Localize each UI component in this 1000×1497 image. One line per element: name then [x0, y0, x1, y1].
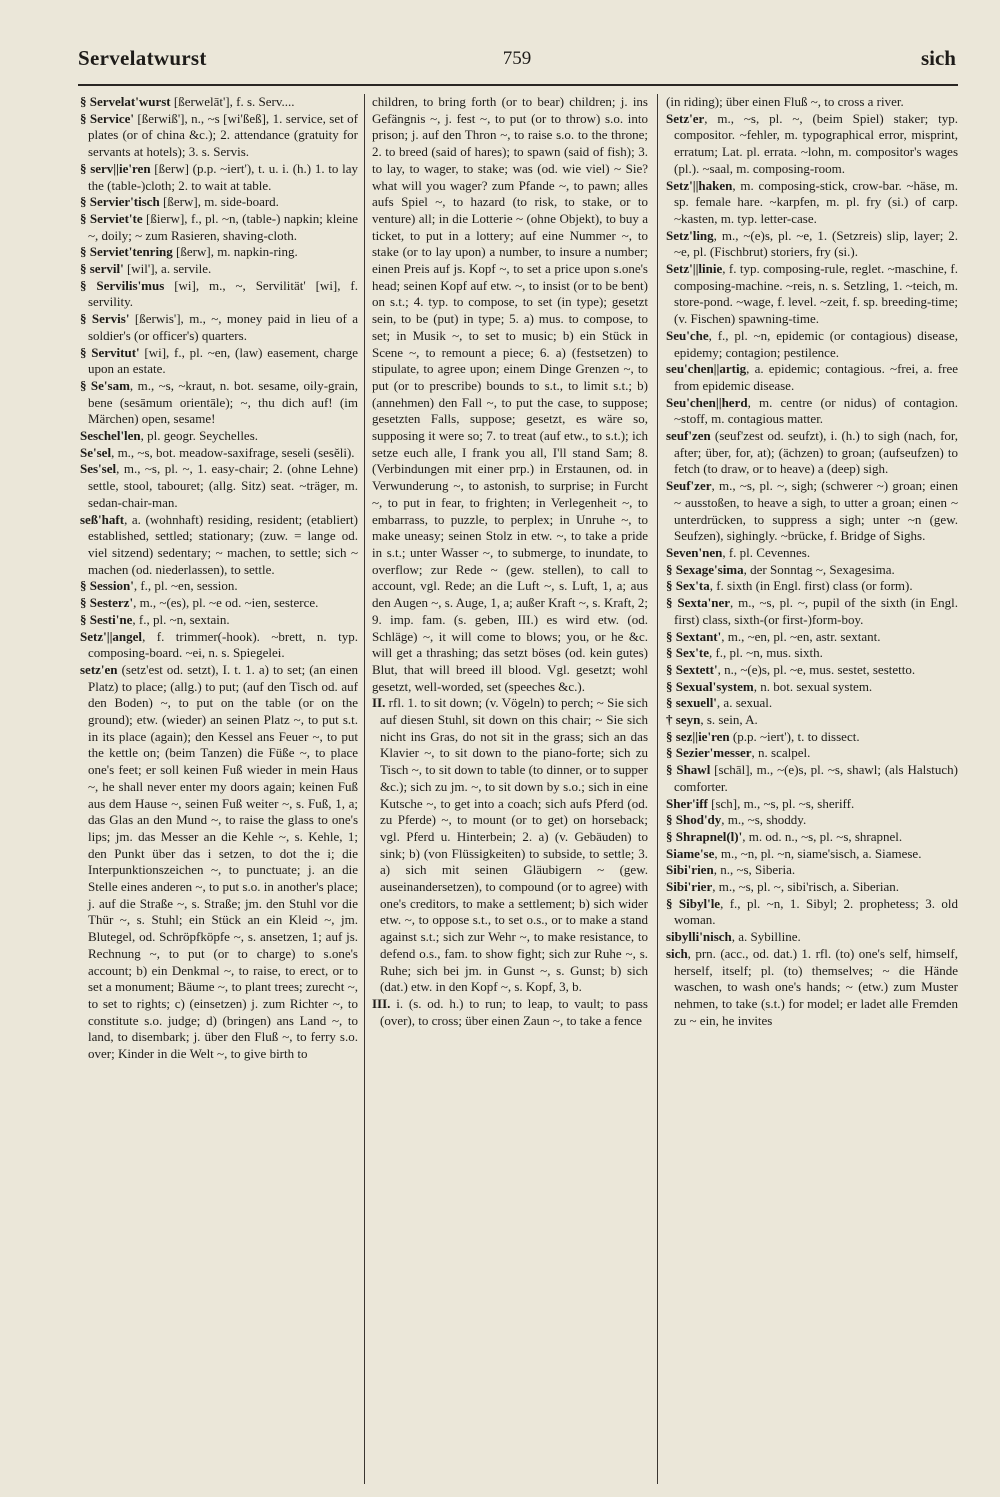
entry-definition: , a. (wohnhaft) residing, resident; (etabliert) established, settled; stationary; (zuw. = lange od. viel sitzend) sedentary; ~ machen, to settle; sich ~ machen (od. niederlassen), to settle. — [88, 511, 358, 577]
entry-definition: [ßerwis'], m., ~, money paid in lieu of a soldier's (or officer's) quarters. — [88, 311, 358, 343]
dictionary-entry — [80, 662, 358, 1063]
entry-definition: , m., ~en, pl. ~en, astr. sextant. — [721, 628, 881, 644]
entry-headword: § Service' — [80, 110, 134, 126]
entry-headword: Seu'chen||herd — [666, 394, 748, 410]
entry-definition: , m. composing-stick, crow-bar. ~häse, m. sp. female hare. ~karpfen, m. pl. fry (si.) of carp. ~kasten, m. typ. letter-case. — [674, 177, 958, 226]
entry-headword: Seven'nen — [666, 544, 723, 560]
dictionary-entry — [666, 178, 958, 228]
entry-headword: § Sesterz' — [80, 595, 134, 611]
dictionary-entry — [666, 896, 958, 929]
entry-headword: § Sex'ta — [666, 578, 710, 594]
entry-definition: , f. typ. composing-rule, reglet. ~maschine, f. composing-machine. ~reis, n. s. Setzling, 1. ~teich, m. store-pond. ~wage, f. level. ~zeit, f. sp. breeding-time; (v. Fischen) spawning-time. — [674, 261, 958, 327]
entry-definition: , n. bot. sexual system. — [753, 678, 873, 694]
entry-definition: (in riding); über einen Fluß ~, to cross a river. — [666, 94, 904, 109]
entry-headword: seuf'zen — [666, 428, 711, 444]
entry-headword: § Servilis'mus — [80, 277, 165, 293]
entry-headword: seu'chen||artig — [666, 361, 747, 377]
entry-definition: [wil'], a. servile. — [123, 261, 212, 277]
entry-headword: Setz'||haken — [666, 177, 733, 193]
entry-headword: § Shawl — [666, 762, 711, 778]
entry-definition: , s. sein, A. — [700, 712, 758, 728]
dictionary-entry — [666, 645, 958, 662]
entry-headword: § Servitut' — [80, 344, 140, 360]
dictionary-entry — [80, 595, 358, 612]
entry-headword: § Serviet'te — [80, 210, 143, 226]
column-divider — [657, 94, 658, 1484]
entry-headword: Se'sel — [80, 444, 112, 460]
dictionary-entry — [80, 161, 358, 194]
entry-headword: Setz'||linie — [666, 261, 723, 277]
dictionary-entry — [80, 311, 358, 344]
entry-headword: § Session' — [80, 578, 134, 594]
entry-definition: (setz'est od. setzt), I. t. 1. a) to set; (an einen Platz) to place; (allg.) to put; (auf den Tisch od. auf den Boden) ~, to put on the table (or on the ground); etw. (wieder) an seinen Platz ~, to put s.t. in its place (again); den Kessel ans Feuer ~, to put the kettle on; (beim Tanzen) die Füße ~, to place one's feet; er soll keinen Fuß wieder in mein Haus ~, he shall never enter my doors again; keinen Fuß aus dem Hause ~, seinen Fuß weiter ~, s. Fuß, 1, a; das Glas an den Mund ~, to raise the glass to one's lips; jm. das Messer an die Kehle ~, s. Kehle, 1; den Punkt über das i setzen, to dot the i; die Interpunktionszeichen ~, to punctuate; j. an die Stelle eines anderen ~, to put s.o. in another's place; j. auf die Straße ~, s. Straße; jm. den Stuhl vor die Thür ~, s. Stuhl; ein Stück an ein Kleid ~, jm. Blutegel, od. Schröpfköpfe ~, s. ansetzen, 1; auf js. Rechnung ~, to put (or to charge) to s.one's account; b) ein Denkmal ~, to raise, to erect, or to set a monument; Bäume ~, to plant trees; zurecht ~, to set to rights; c) (einsetzen) j. zum Richter ~, to constitute s.o. judge; d) (bringen) ans Land ~, to land, to disembark; j. über den Fluß ~, to ferry s.o. over; Kinder in die Welt ~, to give birth to — [88, 661, 358, 1062]
entry-definition: [ßierw], f., pl. ~n, (table-) napkin; kleine ~, doily; ~ zum Rasieren, shaving-cloth. — [88, 210, 358, 243]
entry-definition: [ßerw] (p.p. ~iert'), t. u. i. (h.) 1. to lay the (table-)cloth; 2. to wait at table. — [88, 160, 358, 193]
entry-definition: , n., ~(e)s, pl. ~e, mus. sestet, sestetto. — [717, 661, 916, 677]
entry-definition: , m., ~s, shoddy. — [721, 812, 807, 828]
dictionary-entry — [666, 862, 958, 879]
entry-definition: , m., ~s, pl. ~, sibi'risch, a. Siberian. — [712, 879, 900, 895]
entry-headword: Siame'se — [666, 845, 715, 861]
entry-definition: , m., ~(e)s, pl. ~e, 1. (Setzreis) slip, layer; 2. ~e, pl. (Fischbrut) storiers, fry (si.). — [674, 227, 958, 260]
entry-definition: , f. pl. Cevennes. — [722, 544, 811, 560]
dictionary-entry — [666, 545, 958, 562]
dictionary-entry — [666, 812, 958, 829]
dictionary-entry — [666, 595, 958, 628]
dictionary-entry — [80, 211, 358, 244]
entry-definition: , m. od. n., ~s, pl. ~s, shrapnel. — [742, 828, 903, 844]
entry-headword: § Sibyl'le — [666, 895, 721, 911]
running-head-right: sich — [920, 46, 956, 70]
page-header — [78, 46, 956, 80]
entry-definition: rfl. 1. to sit down; (v. Vögeln) to perch; ~ Sie sich auf diesen Stuhl, sit down on this chair; ~ Sie sich nicht ins Gras, do not sit in the grass; sich an das Klavier ~, to sit down to the piano-forte; sich zu Tisch ~, to sit down to table (to dinner, or to supper &c.); sich zu jm. ~, to sit down by s.o.; sich in eine Kutsche ~, to get into a coach; sich aufs Pferd (od. zu Pferde) ~, to mount (or to get) on horseback; vgl. Pferd u. Hinterbein; 2. a) (v. Gebäuden) to sink; b) (von Flüssigkeiten) to subside, to settle; 3. a) sich mit seinen Gläubigern ~ (gew. auseinandersetzen), to compound (or to agree) with one's creditors, to make a settlement; b) sich wider etw. ~, to oppose s.t., to set o.s., or to make a stand against s.t.; sich zur Wehr ~, to make resistance, to defend o.s., fam. to show fight; sich zur Ruhe ~, s. Ruhe; sich bei jm. in Gunst ~, s. Gunst; b) sich (dat.) etw. in den Kopf ~, s. Kopf, 3, b. — [380, 695, 648, 995]
entry-definition: , f., pl. ~n, epidemic (or contagious) disease, epidemy; contagion; pestilence. — [674, 327, 958, 360]
entry-definition: (p.p. ~iert'), t. to dissect. — [729, 728, 860, 744]
dictionary-entry — [666, 111, 958, 178]
dictionary-entry — [666, 879, 958, 896]
entry-definition: , n., ~s, Siberia. — [713, 862, 796, 878]
entry-headword: Setz'er — [666, 110, 705, 126]
dictionary-entry — [372, 94, 648, 695]
dictionary-entry — [666, 261, 958, 328]
entry-definition: , f. sixth (in Engl. first) class (or form). — [709, 578, 913, 594]
entry-headword: Seschel'len — [80, 428, 141, 444]
entry-headword: § Sezier'messer — [666, 745, 752, 761]
entry-definition: , prn. (acc., od. dat.) 1. rfl. (to) one's self, himself, herself, itself; pl. (to) themselves; ~ die Hände waschen, to wash one's hands; ~ (etw.) zum Muster nehmen, to take (s.t.) for model; er ladet alle Fremden zu ~ ein, he invites — [674, 945, 958, 1028]
entry-headword: Sher'iff — [666, 795, 708, 811]
dictionary-entry — [80, 111, 358, 161]
dictionary-entry — [666, 629, 958, 646]
dictionary-entry — [666, 361, 958, 394]
entry-definition: , a. Sybilline. — [731, 929, 801, 945]
entry-headword: § Sextett' — [666, 661, 718, 677]
entry-definition: [schāl], m., ~(e)s, pl. ~s, shawl; (als Halstuch) comforter. — [674, 762, 958, 794]
entry-definition: [sch], m., ~s, pl. ~s, sheriff. — [707, 795, 855, 811]
dictionary-entry — [80, 345, 358, 378]
dictionary-entry — [372, 996, 648, 1029]
entry-definition: , f. trimmer(-hook). ~brett, n. typ. composing-board. ~ei, n. s. Spiegelei. — [88, 628, 358, 661]
entry-headword: sibylli'nisch — [666, 929, 732, 945]
entry-headword: Seu'che — [666, 327, 709, 343]
entry-definition: , m. centre (or nidus) of contagion. ~stoff, m. contagious matter. — [674, 394, 958, 427]
entry-definition: , f., pl. ~n, mus. sixth. — [708, 645, 823, 661]
entry-headword: † seyn — [666, 712, 701, 728]
entry-definition: , m., ~s, pl. ~, pupil of the sixth (in Engl. first) class, sixth-(or first-)form-boy. — [674, 595, 958, 627]
entry-definition: , m., ~s, pl. ~, sigh; (schwerer ~) groan; einen ~ ausstoßen, to heave a sigh, to utter a groan; einen ~ unterdrücken, to suppress a sigh; unter ~n (gew. Seufzen), sighingly. ~brücke, f. Bridge of Sighs. — [674, 478, 958, 544]
dictionary-entry — [666, 428, 958, 478]
entry-headword: § sez||ie'ren — [666, 728, 730, 744]
running-head-left: Servelatwurst — [78, 46, 207, 70]
entry-headword: Ses'sel — [80, 461, 117, 477]
entry-headword: § Sextant' — [666, 628, 722, 644]
dictionary-entry — [666, 478, 958, 545]
entry-definition: , n. scalpel. — [751, 745, 811, 761]
dictionary-entry — [666, 729, 958, 746]
entry-headword: seß'haft — [80, 511, 125, 527]
dictionary-entry — [666, 762, 958, 795]
entry-headword: Seuf'zer — [666, 478, 712, 494]
dictionary-entry — [666, 662, 958, 679]
entry-definition: [ßerwelāt'], f. s. Serv.... — [170, 94, 295, 109]
dictionary-entry — [80, 94, 358, 111]
dictionary-entry — [80, 578, 358, 595]
entry-definition: , pl. geogr. Seychelles. — [140, 428, 259, 444]
column-3 — [666, 94, 958, 1490]
dictionary-entry — [666, 328, 958, 361]
dictionary-entry — [666, 395, 958, 428]
dictionary-entry — [666, 228, 958, 261]
entry-definition: , f., pl. ~n, sextain. — [132, 611, 230, 627]
entry-definition: , m., ~(es), pl. ~e od. ~ien, sesterce. — [133, 595, 319, 611]
entry-definition: , m., ~s, pl. ~, (beim Spiel) staker; typ. compositor. ~fehler, m. typographical error, misprint, erratum; Lat. pl. errata. ~lohn, m. compositor's wages (pl.). ~saal, m. composing-room. — [674, 110, 958, 176]
entry-definition: [ßerw], m. side-board. — [159, 194, 279, 210]
column-divider — [364, 94, 365, 1484]
entry-headword: § Shod'dy — [666, 812, 722, 828]
page-number: 759 — [502, 48, 532, 69]
dictionary-entry — [666, 695, 958, 712]
dictionary-entry — [80, 278, 358, 311]
dictionary-entry — [80, 461, 358, 511]
dictionary-entry — [80, 378, 358, 428]
dictionary-entry — [80, 244, 358, 261]
entry-definition: , m., ~s, ~kraut, n. bot. sesame, oily-grain, bene (sesāmum orientāle); ~, thu dich auf! (im Märchen) open, sesame! — [88, 377, 358, 427]
entry-headword: Sibi'rien — [666, 862, 714, 878]
entry-headword: § Sexual'system — [666, 678, 754, 694]
entry-definition: [wi], m., ~, Servilität' [wi], f. servility. — [88, 277, 358, 310]
entry-definition: children, to bring forth (or to bear) children; j. ins Gefängnis ~, j. fest ~, to put (or to throw) s.o. into prison; j. auf den Thron ~, to raise s.o. to the throne; 2. to breed (said of hares); to spawn (said of fish); 3. to lay, to wager, to stake; was (od. wie viel) ~ Sie? what will you wager? zum Pfande ~, to pawn; alles aufs Spiel ~, to hazard (to risk, to stake, or to venture) all; in die Lotterie ~ (ohne Objekt), to buy a ticket, to put in a lottery; auf eine Nummer ~, to stake (or to lay upon) a number, to insure a number; einen Preis auf js. Kopf ~, to set a price upon s.one's head; seinen Kopf auf etw. ~, to insist (or to be bent) on s.t.; 4. typ. to compose, to set (in type); gesetzt sein, to be (put) in type; 5. a) mus. to compose, to set; in Musik ~, to set to music; b) ein Stück in Scene ~, to remount a piece; 6. a) (festsetzen) to stipulate, to agree upon; einem Dinge Grenzen ~, to put (or to prescribe) bounds to s.t., to limit s.t.; b) (annehmen) den Fall ~, to put the case, to suppose; gesetzten Falls, suppose; gesetzt, es wäre so, supposing it were so; 7. to treat (auf etw., to s.t.); ich setze euch alle, I frank you all, I'll stand Sam; 8. (Verbindungen mit einer prp.) in Erstaunen, od. in Verwunderung ~, to astonish, to surprise; in Furcht ~, to put in fear, to frighten; in Verlegenheit ~, to embarrass, to puzzle, to perplex; in Unruhe ~, to make uneasy; seinen Stolz in etw. ~, to take a pride in s.t.; unter Wasser ~, to submerge, to inundate, to overflow; zur Rede ~ (gew. stellen), to call to account, vgl. Rede; an die Luft ~, s. Luft, 1, a; aus den Augen ~, s. Auge, 1, a; außer Kraft ~, s. Kraft, 2; 9. imp. fam. (s. geben, III.) es wird etw. (od. Schläge) ~, it will come to blows; you, or he &c. will get a thrashing; das setzt böses (od. kein gutes) Blut, that will breed ill blood. Vgl. gesetzt; wohl gesetzt, well-worded, set (speeches &c.). — [372, 94, 648, 694]
entry-headword: § servil' — [80, 261, 124, 277]
entry-headword: Sibi'rier — [666, 879, 713, 895]
entry-definition: , m., ~s, pl. ~, 1. easy-chair; 2. (ohne Lehne) settle, stool, tabouret; (allg. Sitz) seat. ~träger, m. sedan-chair-man. — [88, 461, 358, 510]
entry-headword: § Servelat'wurst — [80, 94, 171, 109]
entry-headword: § Sexage'sima — [666, 561, 744, 577]
entry-headword: § Servis' — [80, 311, 130, 327]
dictionary-entry — [80, 194, 358, 211]
entry-definition: [ßerwiß'], n., ~s [wi'ßeß], 1. service, set of plates (or of china &c.); 2. attendance (gratuity for servants at hotels); 3. s. Servis. — [88, 110, 358, 160]
dictionary-entry — [666, 94, 958, 111]
dictionary-entry — [80, 428, 358, 445]
dictionary-entry — [80, 445, 358, 462]
entry-headword: § Sexta'ner — [666, 595, 731, 611]
entry-definition: [ßerw], m. napkin-ring. — [172, 244, 298, 260]
dictionary-entry — [666, 679, 958, 696]
entry-headword: sich — [666, 945, 688, 961]
dictionary-entry — [666, 712, 958, 729]
entry-headword: Setz'ling — [666, 227, 714, 243]
entry-definition: , f., pl. ~en, session. — [133, 578, 238, 594]
entry-headword: setz'en — [80, 661, 118, 677]
entry-definition: , m., ~n, pl. ~n, siame'sisch, a. Siamese. — [714, 845, 922, 861]
dictionary-entry — [666, 578, 958, 595]
column-2 — [372, 94, 648, 1490]
entry-definition: [wi], f., pl. ~en, (law) easement, charge upon an estate. — [88, 344, 358, 377]
entry-headword: § Serviet'tenring — [80, 244, 173, 260]
dictionary-entry — [80, 629, 358, 662]
dictionary-entry — [80, 261, 358, 278]
dictionary-entry — [80, 512, 358, 579]
entry-headword: § Se'sam — [80, 377, 130, 393]
dictionary-entry — [666, 929, 958, 946]
entry-headword: § Servier'tisch — [80, 194, 160, 210]
dictionary-entry — [372, 695, 648, 996]
dictionary-entry — [666, 829, 958, 846]
entry-definition: , m., ~s, bot. meadow-saxifrage, seseli (sesĕli). — [111, 444, 355, 460]
entry-definition: , f., pl. ~n, 1. Sibyl; 2. prophetess; 3. old woman. — [674, 895, 958, 928]
entry-headword: Setz'||angel — [80, 628, 143, 644]
entry-headword: § serv||ie'ren — [80, 160, 151, 176]
entry-definition: i. (s. od. h.) to run; to leap, to vault; to pass (over), to cross; über einen Zaun ~, to take a fence — [380, 995, 648, 1028]
header-rule — [78, 84, 958, 86]
dictionary-entry — [80, 612, 358, 629]
dictionary-entry — [666, 796, 958, 813]
dictionary-entry — [666, 745, 958, 762]
entry-headword: § Shrapnel(l)' — [666, 828, 743, 844]
entry-headword: § Sesti'ne — [80, 611, 133, 627]
dictionary-entry — [666, 946, 958, 1030]
entry-headword: II. — [372, 695, 386, 711]
entry-headword: § sexuell' — [666, 695, 717, 711]
dictionary-entry — [666, 562, 958, 579]
column-1 — [80, 94, 358, 1490]
entry-definition: , der Sonntag ~, Sexagesima. — [743, 561, 895, 577]
entry-definition: , a. epidemic; contagious. ~frei, a. free from epidemic disease. — [674, 361, 958, 393]
entry-headword: § Sex'te — [666, 645, 709, 661]
entry-definition: (seuf'zest od. seufzt), i. (h.) to sigh (nach, for, after; über, for, at); (ächzen) to groan; (aufseufzen) to fetch (to draw, or to heave) a (deep) sigh. — [674, 428, 958, 477]
entry-headword: III. — [372, 995, 391, 1011]
dictionary-entry — [666, 846, 958, 863]
entry-definition: , a. sexual. — [716, 695, 773, 711]
